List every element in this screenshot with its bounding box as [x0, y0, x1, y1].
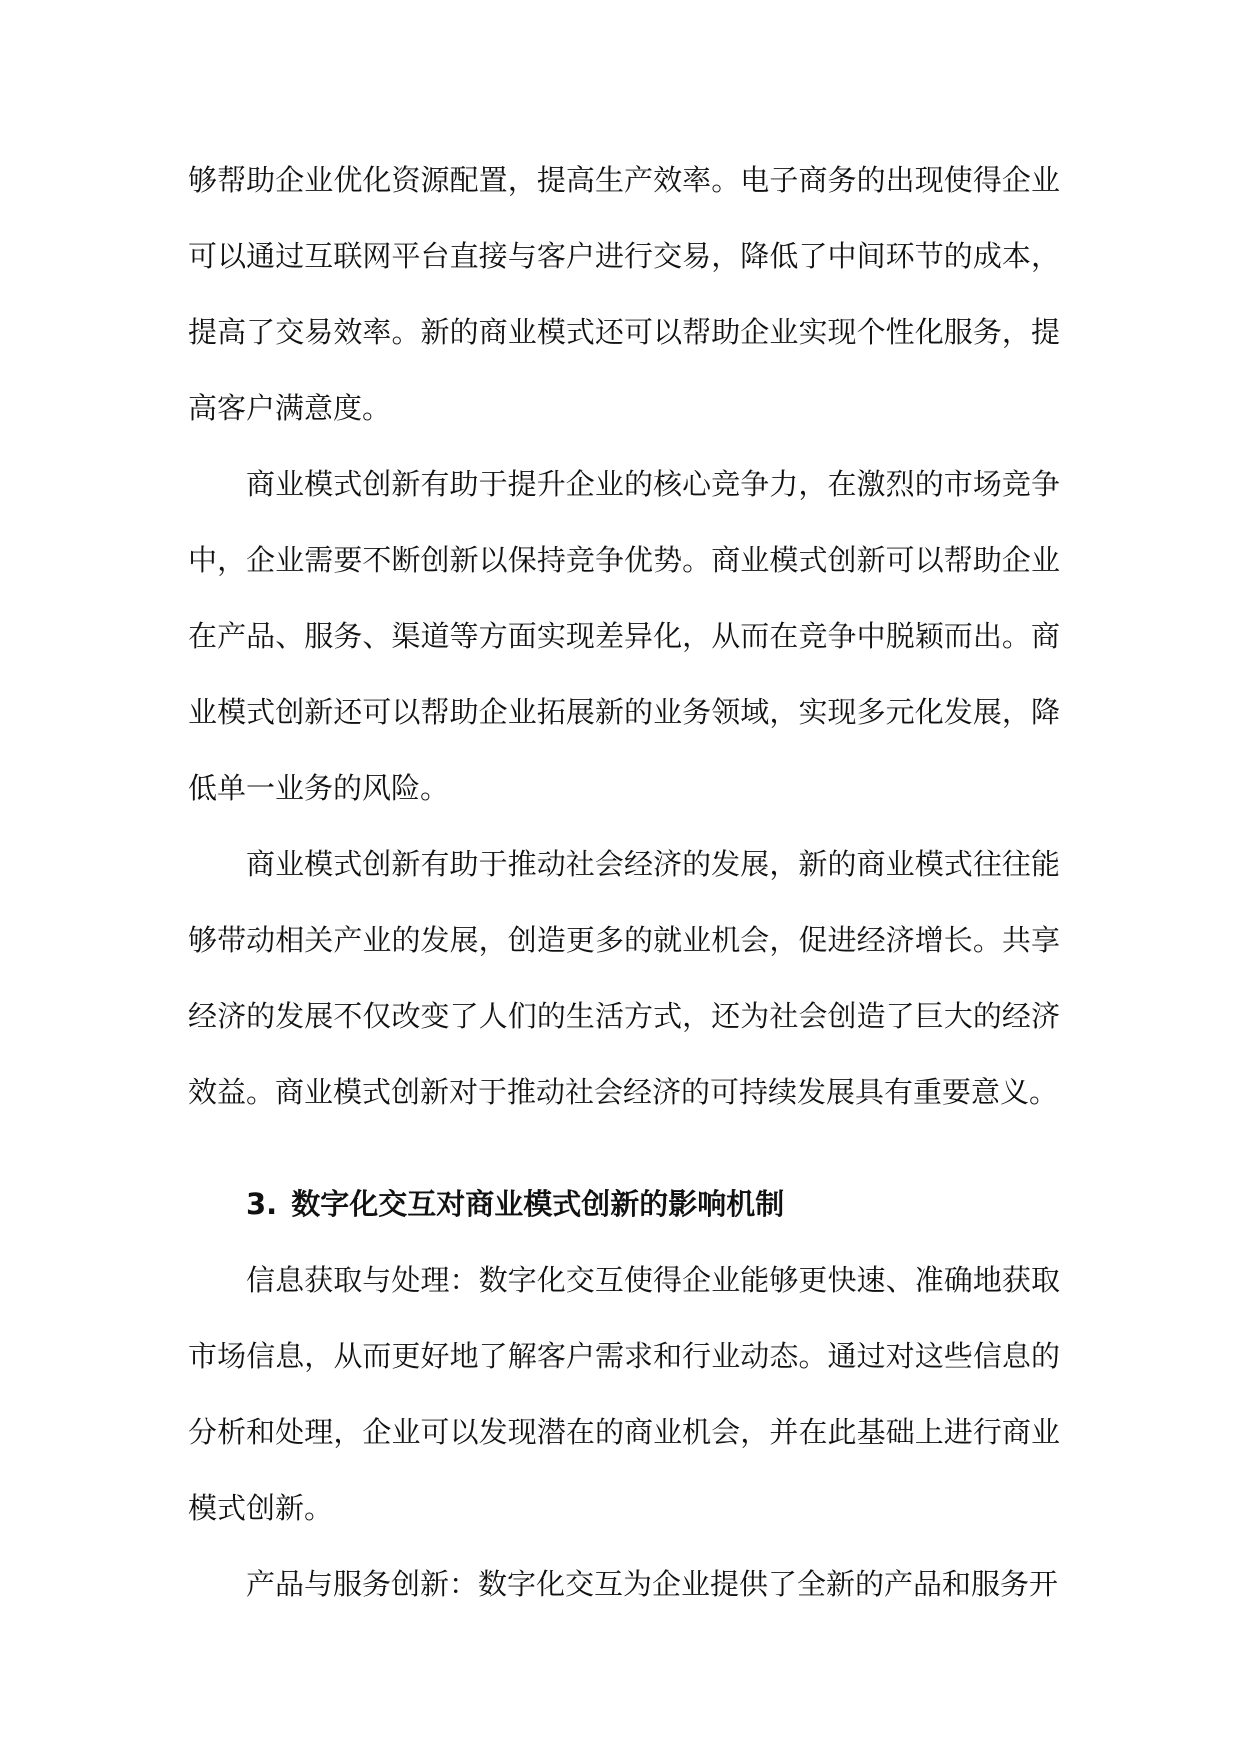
section-number: 3.	[246, 1187, 278, 1221]
paragraph-product-service-innovation: 产品与服务创新：数字化交互为企业提供了全新的产品和服务开	[246, 1567, 1059, 1601]
document-body	[188, 142, 1060, 1622]
paragraph-social-economy: 商业模式创新有助于推动社会经济的发展，新的商业模式往往能够带动相关产业的发展，创造更多的就业机会，促进经济增长。共享经济的发展不仅改变了人们的生活方式，还为社会创造了巨大的经济效益。商业模式创新对于推动社会经济的可持续发展具有重要意义。	[188, 847, 1060, 1109]
paragraph-core-competitiveness: 商业模式创新有助于提升企业的核心竞争力，在激烈的市场竞争中，企业需要不断创新以保持竞争优势。商业模式创新可以帮助企业在产品、服务、渠道等方面实现差异化，从而在竞争中脱颖而出。商业模式创新还可以帮助企业拓展新的业务领域，实现多元化发展，降低单一业务的风险。	[188, 467, 1060, 805]
section-heading	[188, 1166, 1060, 1242]
paragraph-continued: 够帮助企业优化资源配置，提高生产效率。电子商务的出现使得企业可以通过互联网平台直接与客户进行交易，降低了中间环节的成本，提高了交易效率。新的商业模式还可以帮助企业实现个性化服务，提高客户满意度。	[188, 163, 1060, 425]
section-title: 数字化交互对商业模式创新的影响机制	[291, 1187, 785, 1221]
paragraph-information-processing: 信息获取与处理：数字化交互使得企业能够更快速、准确地获取市场信息，从而更好地了解客户需求和行业动态。通过对这些信息的分析和处理，企业可以发现潜在的商业机会，并在此基础上进行商业模式创新。	[188, 1263, 1060, 1525]
